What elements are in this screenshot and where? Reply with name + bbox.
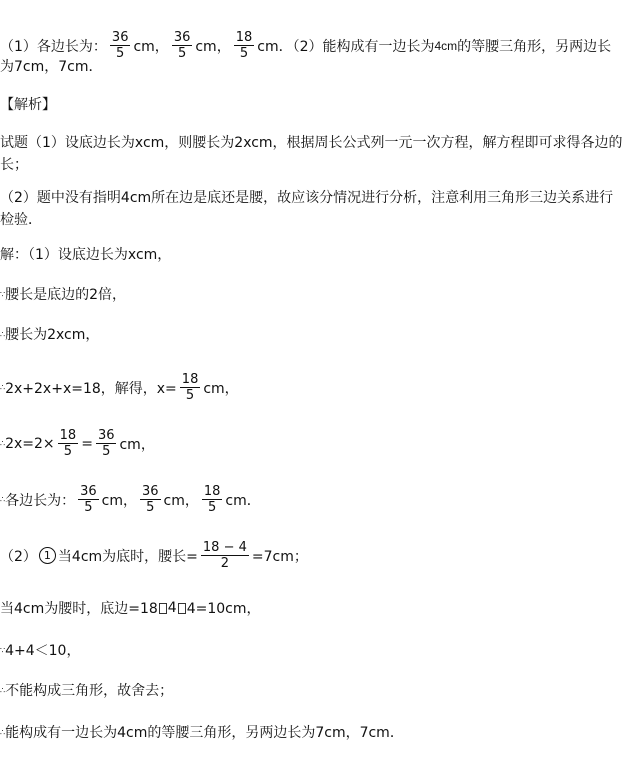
answer-part1-label: （1）各边长为： bbox=[0, 38, 107, 55]
solution-line-7: （2） 1 当4cm为底时，腰长= $\frac{18 - 4}{2}$ =7cm； bbox=[0, 540, 308, 571]
fraction: $\frac{36}{5}$ bbox=[97, 428, 115, 459]
solution-line-4: ∴ 2x+2x+x=18，解得，x= $\frac{18}{5}$ cm， bbox=[0, 372, 239, 403]
analysis-paragraph-1: 试题（1）设底边长为xcm，则腰长为2xcm，根据周长公式列一元一次方程，解方程即可求得各边的长； bbox=[0, 135, 623, 173]
therefore-symbol: ∴ bbox=[0, 495, 5, 504]
solution-line-9: ∵ 4+4＜10， bbox=[0, 643, 81, 659]
solution-line-2: ∵ 腰长是底边的2倍， bbox=[0, 287, 127, 303]
solution-line-10: ∴ 不能构成三角形，故舍去； bbox=[0, 683, 174, 699]
solution-line-5: ∴ 2x=2× $\frac{18}{5}$ = $\frac{36}{5}$ cm， bbox=[0, 428, 155, 459]
fraction: $\frac{36}{5}$ bbox=[111, 30, 129, 61]
solution-line-11: ∴ 能构成有一边长为4cm的等腰三角形，另两边长为7cm，7cm． bbox=[0, 725, 404, 741]
therefore-symbol: ∴ bbox=[0, 727, 5, 737]
analysis-paragraph-2: （2）题中没有指明4cm所在边是底还是腰，故应该分情况进行分析，注意利用三角形三边关系进行检验． bbox=[0, 190, 614, 228]
solution-line-3: ∴ 腰长为2xcm， bbox=[0, 327, 100, 343]
fraction: $\frac{36}{5}$ bbox=[80, 484, 97, 515]
solution-line-6: ∴ 各边长为： $\frac{36}{5}$ cm， $\frac{36}{5}$ cm， $\frac{18}{5}$ cm． bbox=[0, 484, 261, 515]
therefore-symbol: ∴ bbox=[0, 383, 5, 392]
solution-line-8: 当4cm为腰时，底边=18 4 4=10cm， bbox=[0, 600, 261, 617]
answer-line-2: 为7cm，7cm． bbox=[0, 59, 103, 75]
fraction: $\frac{18}{5}$ bbox=[235, 30, 253, 61]
answer-line-1: （1）各边长为： $\frac{36}{5}$ cm， $\frac{36}{5}$ cm， $\frac{18}{5}$ cm．（2）能构成有一边长为 4cm 的等腰三角形，另两边长 bbox=[0, 30, 612, 61]
minus-glyph-box bbox=[159, 603, 167, 614]
fraction: $\frac{36}{5}$ bbox=[173, 30, 191, 61]
analysis-header: 【解析】 bbox=[0, 97, 56, 113]
fraction: $\frac{36}{5}$ bbox=[141, 484, 159, 515]
therefore-symbol: ∴ bbox=[0, 329, 5, 339]
because-symbol: ∵ bbox=[0, 289, 5, 299]
solution-line-1: 解：（1）设底边长为xcm， bbox=[0, 247, 172, 263]
fraction: $\frac{18 - 4}{2}$ bbox=[202, 540, 247, 571]
fraction: $\frac{18}{5}$ bbox=[203, 484, 221, 515]
fraction: $\frac{18}{5}$ bbox=[59, 428, 77, 459]
because-symbol: ∵ bbox=[0, 645, 5, 655]
minus-glyph-box bbox=[178, 603, 186, 614]
therefore-symbol: ∴ bbox=[0, 685, 5, 695]
fraction: $\frac{18}{5}$ bbox=[181, 372, 199, 403]
therefore-symbol: ∴ bbox=[0, 439, 5, 448]
circled-number: 1 bbox=[39, 547, 56, 564]
